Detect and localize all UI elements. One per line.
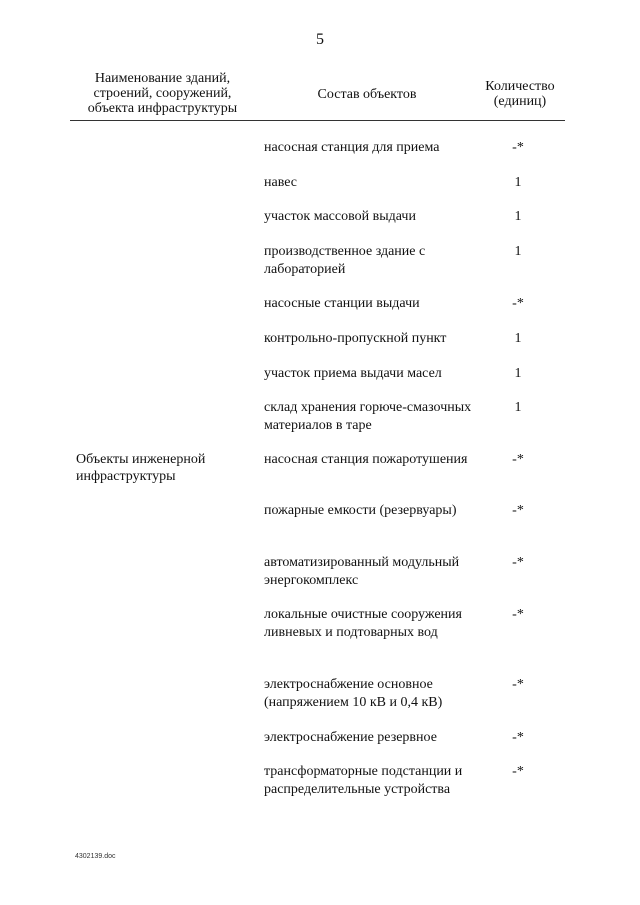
object-quantity: -* [512,140,524,155]
object-name: электроснабжение резервное [264,730,437,745]
object-name: трансформаторные подстанции и распределительные устройства [264,764,463,797]
object-quantity: 1 [514,366,522,381]
object-name: автоматизированный модульный энергокомплекс [264,555,460,588]
object-name: контрольно-пропускной пункт [264,331,447,346]
object-quantity: -* [512,764,524,779]
header-quantity-column: Количество (единиц) [485,79,555,109]
object-name: электроснабжение основное (напряжением 10 кВ и 0,4 кВ) [264,677,443,710]
object-name: насосная станция пожаротушения [264,452,468,467]
object-name: насосные станции выдачи [264,296,420,311]
object-quantity: 1 [514,400,522,415]
page-number: 5 [316,31,324,48]
object-quantity: 1 [514,175,522,190]
object-quantity: -* [512,607,524,622]
object-name: производственное здание с лабораторией [264,244,426,277]
object-quantity: 1 [514,209,522,224]
header-composition-column: Состав объектов [317,87,417,102]
header-name-column: Наименование зданий, строений, сооружений, объекта инфраструктуры [87,71,238,116]
object-quantity: -* [512,296,524,311]
document-filename: 4302139.doc [75,853,116,860]
object-quantity: -* [512,452,524,467]
object-name: участок массовой выдачи [264,209,416,224]
object-quantity: 1 [514,331,522,346]
object-quantity: -* [512,677,524,692]
table-header [70,68,565,121]
object-quantity: -* [512,503,524,518]
object-quantity: -* [512,555,524,570]
group-label: Объекты инженерной инфраструктуры [76,452,206,484]
object-name: локальные очистные сооружения ливневых и подтоварных вод [264,607,462,640]
object-name: склад хранения горюче-смазочных материалов в таре [264,400,472,433]
object-name: участок приема выдачи масел [264,366,442,381]
object-quantity: 1 [514,244,522,259]
object-name: насосная станция для приема [264,140,440,155]
object-name: навес [264,175,298,190]
object-quantity: -* [512,730,524,745]
object-name: пожарные емкости (резервуары) [264,503,457,518]
